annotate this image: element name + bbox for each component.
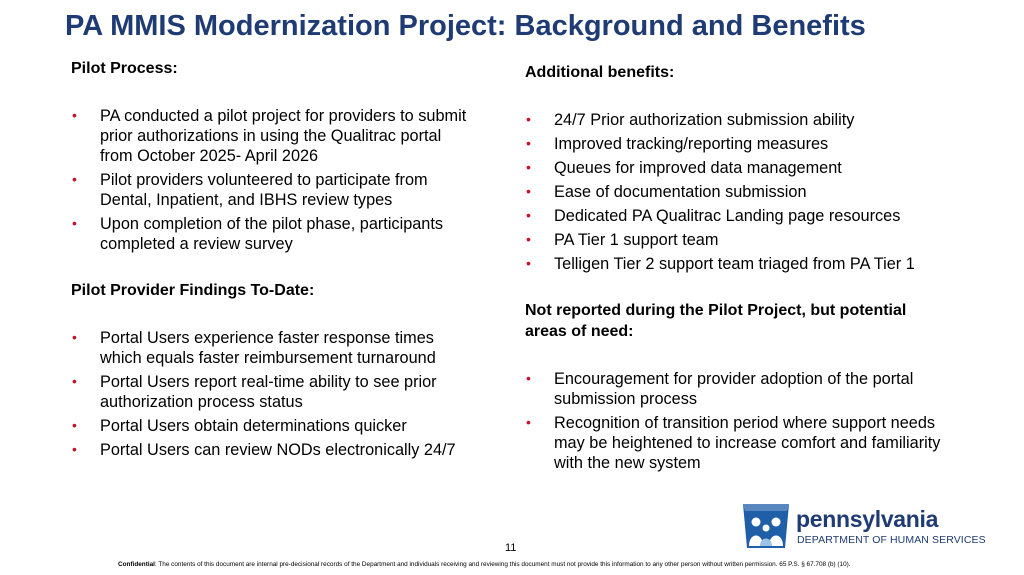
list-item: • Recognition of transition period where support needs may be heightened to increase comfort and familiarity with the new system — [526, 414, 941, 472]
list-item: • Upon completion of the pilot phase, participants completed a review survey — [72, 215, 444, 253]
confidential-label: Confidential — [118, 561, 155, 568]
right-column — [525, 62, 945, 477]
list-item: • Dedicated PA Qualitrac Landing page resources — [526, 207, 901, 225]
bullet-icon: • — [72, 373, 77, 389]
bullet-icon: • — [72, 329, 77, 345]
list-item: • PA conducted a pilot project for providers to submit prior authorizations in using the Qualitrac portal from October 2025- April 2026 — [72, 107, 467, 165]
bullet-icon: • — [526, 111, 531, 127]
bullet-icon: • — [72, 215, 77, 231]
list-item: • Ease of documentation submission — [526, 183, 807, 201]
list-item: • Pilot providers volunteered to participate from Dental, Inpatient, and IBHS review types — [72, 171, 428, 209]
benefits-heading: Additional benefits: — [525, 64, 675, 81]
list-item: • Portal Users report real-time ability to see prior authorization process status — [72, 373, 437, 411]
findings-heading: Pilot Provider Findings To-Date: — [71, 282, 315, 299]
list-item: • Portal Users obtain determinations quicker — [72, 417, 407, 435]
bullet-icon: • — [526, 159, 531, 175]
bullet-icon: • — [526, 135, 531, 151]
bullet-icon: • — [72, 417, 77, 433]
logo-department: DEPARTMENT OF HUMAN SERVICES — [797, 534, 986, 546]
bullet-icon: • — [526, 231, 531, 247]
left-column — [71, 58, 471, 464]
bullet-icon: • — [526, 414, 531, 430]
benefits-list — [525, 110, 945, 274]
bullet-icon: • — [526, 183, 531, 199]
bullet-icon: • — [72, 441, 77, 457]
pilot-process-list — [71, 106, 471, 254]
pilot-process-heading: Pilot Process: — [71, 60, 178, 77]
list-item: • Portal Users can review NODs electronically 24/7 — [72, 441, 456, 459]
list-item: • Queues for improved data management — [526, 159, 842, 177]
needs-list — [525, 369, 945, 473]
list-item: • Telligen Tier 2 support team triaged from PA Tier 1 — [526, 255, 915, 273]
bullet-icon: • — [526, 370, 531, 386]
list-item: • Improved tracking/reporting measures — [526, 135, 829, 153]
list-item: • 24/7 Prior authorization submission ability — [526, 111, 855, 129]
needs-heading: Not reported during the Pilot Project, but potential areas of need: — [525, 302, 907, 340]
bullet-icon: • — [526, 207, 531, 223]
findings-list — [71, 328, 471, 460]
confidentiality-footer — [118, 561, 851, 568]
bullet-icon: • — [72, 107, 77, 123]
list-item: • PA Tier 1 support team — [526, 231, 719, 249]
page-number: 11 — [505, 542, 517, 554]
bullet-icon: • — [72, 171, 77, 187]
page-title: PA MMIS Modernization Project: Background and Benefits — [65, 10, 866, 42]
list-item: • Portal Users experience faster response times which equals faster reimbursement turnaround — [72, 329, 436, 367]
pa-dhs-logo — [741, 500, 986, 552]
confidential-text: : The contents of this document are internal pre-decisional records of the Department and individuals receiving and reviewing this document must not provide this information to any other person without written permission. 65 P.S. § 67.708 (b) (10). — [154, 561, 851, 568]
bullet-icon: • — [526, 255, 531, 271]
logo-name: pennsylvania — [796, 506, 939, 532]
keystone-family-icon — [741, 502, 791, 550]
list-item: • Encouragement for provider adoption of the portal submission process — [526, 370, 914, 408]
